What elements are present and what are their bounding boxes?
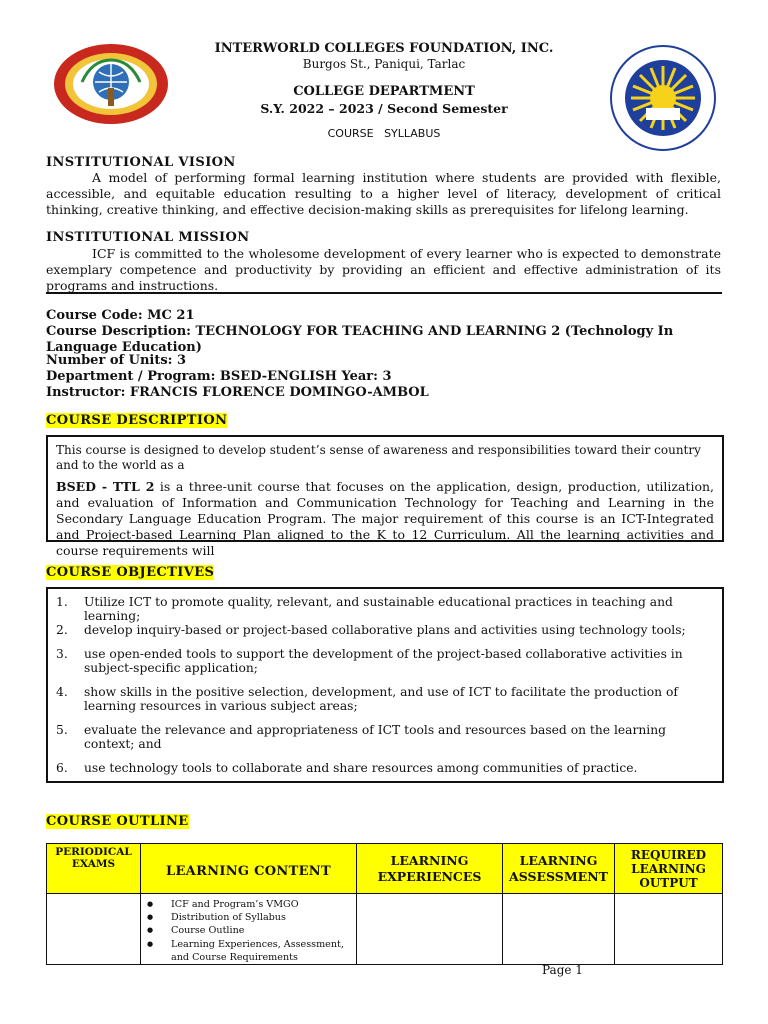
school-year: S.Y. 2022 – 2023 / Second Semester (260, 101, 508, 116)
org-address: Burgos St., Paniqui, Tarlac (302, 57, 466, 71)
list-item: ● Distribution of Syllabus (171, 911, 356, 924)
cell-periodical-exams (47, 894, 141, 965)
document-type: COURSE SYLLABUS (327, 127, 441, 140)
cell-learning-content (141, 894, 357, 965)
course-description-line: Course Description: TECHNOLOGY FOR TEACHING AND LEARNING 2 (Technology In Language Education) (46, 324, 674, 355)
objective-item: 1. Utilize ICT to promote quality, relevant, and sustainable educational practices in teaching and learning; (56, 595, 673, 623)
list-item: ● Learning Experiences, Assessment, and Course Requirements (171, 938, 356, 964)
course-description-title: COURSE DESCRIPTION (46, 413, 228, 428)
list-item: ● ICF and Program’s VMGO (171, 898, 356, 911)
objective-item: 2. develop inquiry-based or project-based collaborative plans and activities using technology tools; (56, 623, 686, 637)
table-row (47, 894, 723, 965)
course-outline-title: COURSE OUTLINE (46, 814, 189, 829)
vision-text: A model of performing formal learning institution where students are provided with flexible, accessible, and equitable education resulting to a higher level of literacy, development of critical thinking, creative thinking, and effective decision-making skills as prerequisites for lifelong learning. (46, 170, 721, 217)
course-description-body: BSED - TTL 2 is a three-unit course that focuses on the application, design, production, utilization, and evaluation of Information and Communication Technology for Teaching and Learning in the Secondary Language Education Program. The major requirement of this course is an ICT-Integrated and Project-based Learning Plan aligned to the K to 12 Curriculum. All the learning activities and course requirements will (56, 479, 714, 558)
objective-item: 6. use technology tools to collaborate and share resources among communities of practice. (56, 761, 638, 775)
course-outline-table (46, 843, 723, 965)
section-divider (46, 292, 722, 294)
vision-title: INSTITUTIONAL VISION (46, 155, 236, 170)
objective-item: 5. evaluate the relevance and appropriateness of ICT tools and resources based on the learning context; and (56, 723, 667, 751)
objective-item: 3. use open-ended tools to support the development of the project-based collaborative activities in subject-specific application; (56, 647, 683, 675)
course-description-intro: This course is designed to develop student’s sense of awareness and responsibilities toward their country and to the world as a (56, 443, 701, 472)
header-periodical-exams: PERIODICAL EXAMS (47, 844, 141, 894)
number-of-units: Number of Units: 3 (46, 353, 187, 368)
table-header-row (47, 844, 723, 894)
list-item: ● Course Outline (171, 924, 356, 937)
course-code: Course Code: MC 21 (46, 308, 195, 323)
course-description-box (46, 435, 724, 558)
mission-title: INSTITUTIONAL MISSION (46, 230, 250, 245)
objective-item: 4. show skills in the positive selection, development, and use of ICT to facilitate the production of learning resources in various subject areas; (56, 685, 678, 713)
cell-required-learning-output (615, 894, 723, 965)
cell-learning-assessment (503, 894, 615, 965)
mission-text: ICF is committed to the wholesome development of every learner who is expected to demonstrate exemplary competence and productivity by providing an efficient and effective administration of its programs and instructions. (46, 246, 721, 293)
page-number: Page 1 (542, 963, 583, 977)
header-learning-assessment: LEARNING ASSESSMENT (503, 844, 615, 894)
course-objectives-title: COURSE OBJECTIVES (46, 565, 215, 580)
header-learning-content: LEARNING CONTENT (141, 844, 357, 894)
objectives-list (48, 595, 714, 775)
department-name: COLLEGE DEPARTMENT (293, 84, 475, 99)
department-program: Department / Program: BSED-ENGLISH Year: 3 (46, 369, 392, 384)
cell-learning-experiences (357, 894, 503, 965)
course-objectives-box (46, 587, 724, 783)
learning-content-list (141, 898, 356, 964)
header-learning-experiences: LEARNING EXPERIENCES (357, 844, 503, 894)
instructor: Instructor: FRANCIS FLORENCE DOMINGO-AMBOL (46, 385, 429, 400)
header-required-learning-output: REQUIRED LEARNING OUTPUT (615, 844, 723, 894)
org-name: INTERWORLD COLLEGES FOUNDATION, INC. (214, 41, 554, 56)
